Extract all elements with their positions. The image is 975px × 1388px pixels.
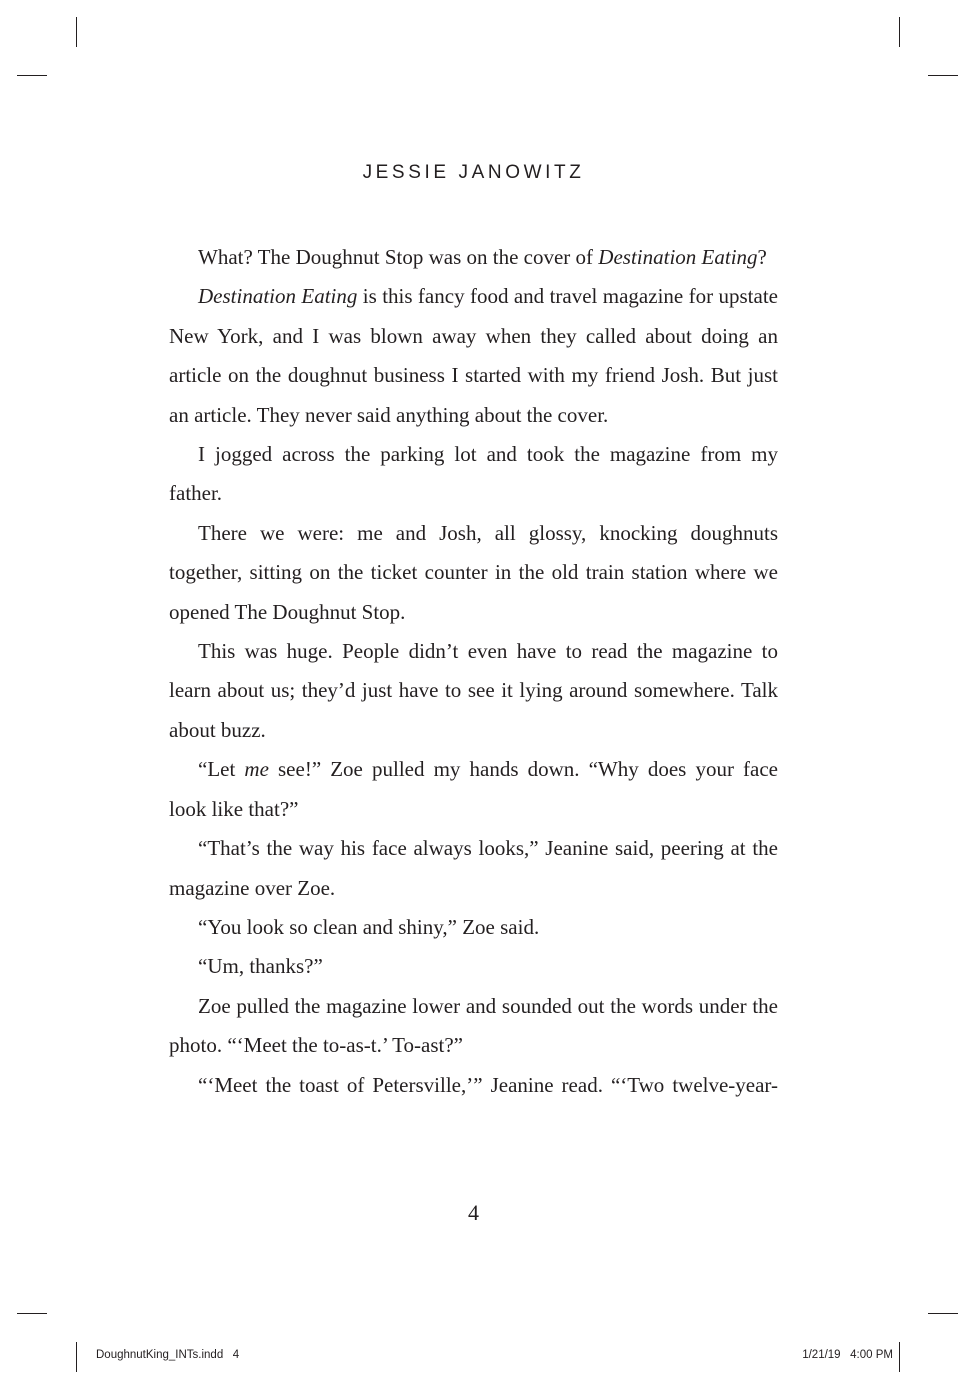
text-run: “You look so clean and shiny,” Zoe said.	[198, 914, 540, 939]
paragraph	[169, 238, 778, 277]
italic-text: me	[244, 757, 269, 782]
crop-mark-top-left	[76, 17, 77, 47]
text-run: “That’s the way his face always looks,” Jeanine said, peering at the magazine over Zoe.	[169, 836, 778, 900]
paragraph	[169, 277, 778, 435]
text-run: “‘Meet the toast of Petersville,’” Jeanine read. “‘Two twelve-year-	[198, 1072, 778, 1097]
text-run: “Let	[198, 757, 245, 782]
text-run: There we were: me and Josh, all glossy, knocking doughnuts together, sitting on the ticket counter in the old train station where we opened The Doughnut Stop.	[169, 520, 778, 624]
text-run: Zoe pulled the magazine lower and sounded out the words under the photo. “‘Meet the to-as-t.’ To-ast?”	[169, 993, 778, 1058]
text-run: ?	[757, 245, 767, 269]
text-run: see!” Zoe pulled my hands down. “Why does your face look like that?”	[169, 757, 778, 821]
paragraph	[169, 1066, 778, 1105]
italic-text: Destination Eating	[198, 284, 358, 309]
paragraph	[169, 829, 778, 908]
text-run: I jogged across the parking lot and took the magazine from my father.	[169, 442, 778, 506]
italic-text: Destination Eating	[598, 245, 758, 269]
crop-mark-right-bottom	[928, 1313, 958, 1314]
crop-mark-left-bottom	[17, 1313, 47, 1314]
running-head: JESSIE JANOWITZ	[362, 162, 585, 183]
crop-mark-bottom-left	[76, 1342, 77, 1372]
crop-mark-top-right	[899, 17, 900, 47]
paragraph	[169, 632, 778, 750]
paragraph	[169, 750, 778, 829]
paragraph	[169, 435, 778, 514]
text-run: What? The Doughnut Stop was on the cover of	[198, 245, 599, 269]
body-text	[169, 238, 778, 1105]
crop-mark-bottom-right	[899, 1342, 900, 1372]
crop-mark-left-top	[17, 75, 47, 76]
crop-mark-right-top	[928, 75, 958, 76]
slug-filename: DoughnutKing_INTs.indd 4	[96, 1349, 240, 1361]
paragraph	[169, 987, 778, 1066]
slug-timestamp: 1/21/19 4:00 PM	[802, 1349, 893, 1361]
text-run: “Um, thanks?”	[198, 954, 323, 979]
text-run: This was huge. People didn’t even have to read the magazine to learn about us; they’d just have to see it lying around somewhere. Talk about buzz.	[169, 639, 778, 742]
page-number: 4	[468, 1200, 479, 1225]
text-run: is this fancy food and travel magazine for upstate New York, and I was blown away when they called about doing an article on the doughnut business I started with my friend Josh. But just an article. They never said anything about the cover.	[169, 284, 778, 427]
paragraph	[169, 908, 778, 947]
paragraph	[169, 514, 778, 632]
paragraph	[169, 947, 778, 986]
